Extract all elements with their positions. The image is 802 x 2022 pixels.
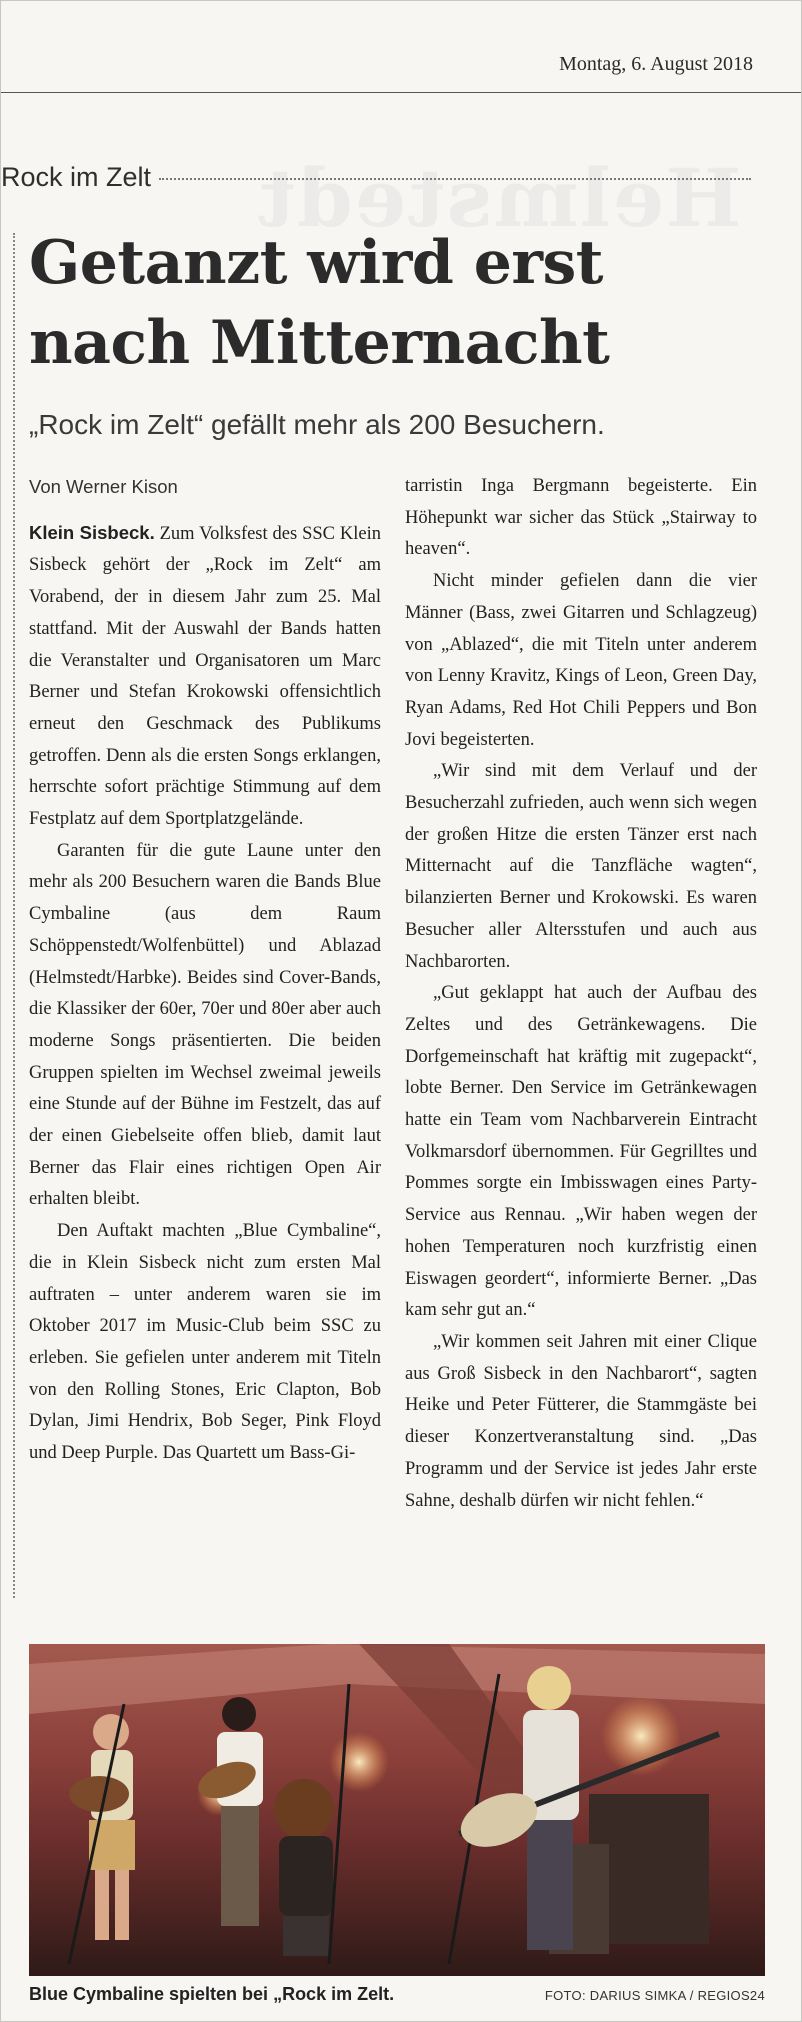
article-paragraph: „Wir kommen seit Jahren mit einer Clique aus Groß Sisbeck in den Nachbarort“, sagten Heike und Peter Fütterer, die Stammgäste bei dieser Konzertveranstaltung sind. „Das Programm und der Service ist jedes Jahr erste Sahne, deshalb dürfen wir nicht fehlen.“: [405, 1331, 757, 1511]
issue-date: Montag, 6. August 2018: [559, 53, 753, 75]
headline-line-1: Getanzt wird erst: [29, 228, 603, 298]
article-column-2: [405, 471, 757, 1517]
kicker-dotted-rule: [159, 178, 751, 180]
article-paragraph: „Gut geklappt hat auch der Aufbau des Zeltes und des Getränkewagens. Die Dorfgemeinschaft hat kräftig mit zugepackt“, lobte Berner. Den Service im Getränkewagen hatte ein Team vom Nachbarverein Eintracht Volkmarsdorf übernommen. Für Gegrilltes und Pommes sorgte ein Imbisswagen eines Party-Service aus Rennau. „Wir haben wegen der hohen Temperaturen noch kurzfristig einen Eiswagen geordert“, informierte Berner. „Das kam sehr gut an.“: [405, 983, 757, 1321]
article-paragraph: Nicht minder gefielen dann die vier Männer (Bass, zwei Gitarren und Schlagzeug) von „Ablazed“, die mit Titeln unter anderem von Lenny Kravitz, Kings of Leon, Green Day, Ryan Adams, Red Hot Chili Peppers und Bon Jovi begeisterten.: [405, 571, 757, 750]
headline-line-2: nach Mitternacht: [29, 308, 610, 378]
kicker-row: [1, 162, 751, 193]
photo-credit: FOTO: DARIUS SIMKA / REGIOS24: [544, 1988, 765, 2003]
dateline-place: Klein Sisbeck.: [29, 521, 155, 543]
photo-caption-row: [29, 1984, 765, 2005]
article-column-1: [29, 471, 381, 1470]
band-photo-illustration: [29, 1644, 765, 1976]
article-paragraph: Den Auftakt machten „Blue Cymbaline“, die in Klein Sisbeck nicht zum ersten Mal auftraten – unter anderem waren sie im Oktober 2017 im Music-Club beim SSC zu erleben. Sie gefielen unter anderem mit Titeln von den Rolling Stones, Eric Clapton, Bob Dylan, Jimi Hendrix, Bob Seger, Pink Floyd und Deep Purple. Das Quartett um Bass-Gi-: [29, 1221, 381, 1464]
article-paragraph: „Wir sind mit dem Verlauf und der Besucherzahl zufrieden, auch wenn sich wegen der großen Hitze die ersten Tänzer erst nach Mitternacht auf die Tanzfläche wagten“, bilanzierten Berner und Krokowski. Es waren Besucher aller Altersstufen und auch aus Nachbarorten.: [405, 761, 757, 972]
article-paragraph: Garanten für die gute Laune unter den mehr als 200 Besuchern waren die Bands Blue Cymbaline (aus dem Raum Schöppenstedt/Wolfenbüttel) und Ablazad (Helmstedt/Harbke). Beides sind Cover-Bands, die Klassiker der 60er, 70er und 80er aber auch moderne Songs präsentierten. Die beiden Gruppen spielten im Wechsel zweimal jeweils eine Stunde auf der Bühne im Festzelt, das auf der einen Giebelseite offen blieb, damit laut Berner das Flair eines richtigen Open Air erhalten bleibt.: [29, 840, 381, 1210]
photo-caption: Blue Cymbaline spielten bei „Rock im Zelt.: [29, 1984, 395, 2004]
article-paragraph: Klein Sisbeck. Zum Volksfest des SSC Klein Sisbeck gehört der „Rock im Zelt“ am Vorabend, der in diesem Jahr zum 25. Mal stattfand. Mit der Auswahl der Bands hatten die Veranstalter und Organisatoren um Marc Berner und Stefan Krokowski offensichtlich erneut den Geschmack des Publikums getroffen. Denn als die ersten Songs erklangen, herrschte sofort prächtige Stimmung auf dem Festplatz auf dem Sportplatzgelände.: [29, 521, 382, 830]
band-photo: [29, 1644, 765, 1976]
article-subheadline: „Rock im Zelt“ gefällt mehr als 200 Besuchern.: [29, 409, 605, 440]
article-dotted-rule: [13, 233, 15, 1598]
header-rule: [1, 92, 801, 93]
article-headline: [29, 223, 609, 383]
bleed-through-text: Helmstedt: [255, 151, 741, 245]
article-kicker: Rock im Zelt: [1, 162, 152, 192]
article-paragraph: tarristin Inga Bergmann begeisterte. Ein Höhepunkt war sicher das Stück „Stairway to heaven“.: [405, 476, 757, 560]
article-byline: Von Werner Kison: [29, 476, 178, 497]
